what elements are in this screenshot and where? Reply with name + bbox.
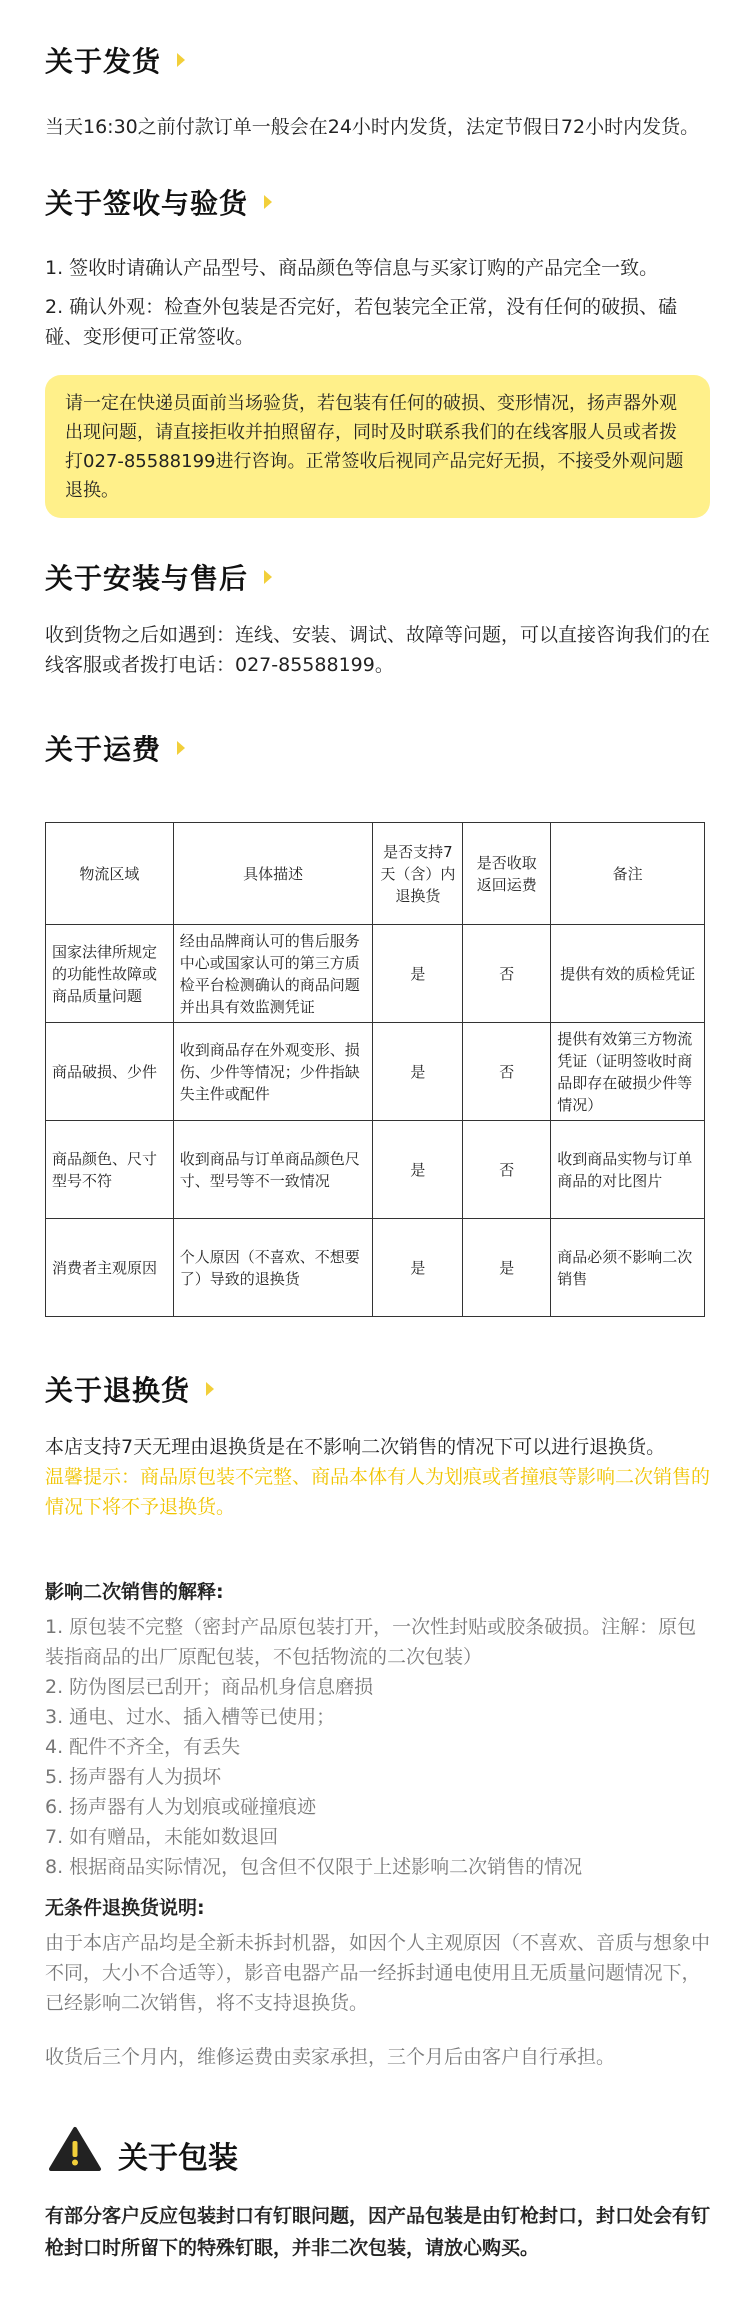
freight-section-title — [45, 728, 185, 768]
unconditional-title: 无条件退换货说明: — [45, 1897, 205, 1919]
table-cell: 收到商品与订单商品颜色尺寸、型号等不一致情况 — [173, 1121, 373, 1219]
explain-title: 影响二次销售的解释: — [45, 1581, 224, 1603]
list-item: 2. 防伪图层已刮开；商品机身信息磨损 — [45, 1676, 374, 1698]
returns-text: 本店支持7天无理由退换货是在不影响二次销售的情况下可以进行退换货。 — [45, 1436, 666, 1458]
receipt-notice: 请一定在快递员面前当场验货，若包装有任何的破损、变形情况，扬声器外观出现问题，请直接拒收并拍照留存，同时及时联系我们的在线客服人员或者拨打027-85588199进行咨询。正常签收后视同产品完好无损，不接受外观问题退换。 — [45, 375, 710, 518]
receipt-title: 关于签收与验货 — [45, 187, 249, 220]
table-header-row — [46, 823, 705, 925]
table-header-cell: 具体描述 — [173, 823, 373, 925]
table-cell: 是 — [463, 1219, 551, 1317]
returns-section-title — [45, 1369, 214, 1409]
packaging-title: 关于包装 — [118, 2141, 238, 2176]
repair-text: 收货后三个月内，维修运费由卖家承担，三个月后由客户自行承担。 — [45, 2046, 616, 2068]
table-cell: 提供有效第三方物流凭证（证明签收时商品即存在破损少件等情况） — [551, 1023, 705, 1121]
chevron-right-icon — [177, 741, 185, 755]
table-cell: 收到商品存在外观变形、损伤、少件等情况；少件指缺失主件或配件 — [173, 1023, 373, 1121]
table-cell: 个人原因（不喜欢、不想要了）导致的退换货 — [173, 1219, 373, 1317]
table-row — [46, 1219, 705, 1317]
list-item: 7. 如有赠品，未能如数退回 — [45, 1826, 279, 1848]
table-cell: 否 — [463, 925, 551, 1023]
list-item: 3. 通电、过水、插入槽等已使用； — [45, 1706, 336, 1728]
receipt-item-1: 1. 签收时请确认产品型号、商品颜色等信息与买家订购的产品完全一致。 — [45, 257, 659, 279]
install-text: 收到货物之后如遇到：连线、安装、调试、故障等问题，可以直接咨询我们的在线客服或者拨打电话：027-85588199。 — [45, 624, 711, 676]
table-cell: 消费者主观原因 — [46, 1219, 174, 1317]
shipping-title: 关于发货 — [45, 45, 162, 78]
unconditional-text: 由于本店产品均是全新未拆封机器，如因个人主观原因（不喜欢、音质与想象中不同，大小不合适等），影音电器产品一经拆封通电使用且无质量问题情况下，已经影响二次销售，将不支持退换货。 — [45, 1932, 711, 2014]
returns-tip: 温馨提示：商品原包装不完整、商品本体有人为划痕或者撞痕等影响二次销售的情况下将不予退换货。 — [45, 1466, 711, 1518]
freight-table — [45, 822, 705, 1317]
table-header-cell: 是否支持7天（含）内退换货 — [373, 823, 463, 925]
list-item: 4. 配件不齐全，有丢失 — [45, 1736, 241, 1758]
returns-title: 关于退换货 — [45, 1374, 191, 1407]
table-cell: 提供有效的质检凭证 — [551, 925, 705, 1023]
table-header-cell: 备注 — [551, 823, 705, 925]
table-header-cell: 物流区域 — [46, 823, 174, 925]
chevron-right-icon — [206, 1382, 214, 1396]
list-item: 8. 根据商品实际情况，包含但不仅限于上述影响二次销售的情况 — [45, 1856, 583, 1878]
chevron-right-icon — [264, 195, 272, 209]
table-cell: 是 — [373, 925, 463, 1023]
table-cell: 国家法律所规定的功能性故障或商品质量问题 — [46, 925, 174, 1023]
packaging-text: 有部分客户反应包装封口有钉眼问题，因产品包装是由钉枪封口，封口处会有钉枪封口时所留下的特殊钉眼，并非二次包装，请放心购买。 — [45, 2205, 711, 2259]
table-cell: 是 — [373, 1219, 463, 1317]
table-cell: 商品破损、少件 — [46, 1023, 174, 1121]
shipping-section-title — [45, 40, 185, 80]
receipt-item-2: 2. 确认外观：检查外包装是否完好，若包装完全正常，没有任何的破损、磕碰、变形便可正常签收。 — [45, 296, 678, 348]
freight-title: 关于运费 — [45, 733, 162, 766]
chevron-right-icon — [264, 570, 272, 584]
install-title: 关于安装与售后 — [45, 562, 249, 595]
table-row — [46, 1121, 705, 1219]
list-item: 1. 原包装不完整（密封产品原包装打开，一次性封贴或胶条破损。注解：原包装指商品的出厂原配包装，不包括物流的二次包装） — [45, 1616, 697, 1668]
table-cell: 是 — [373, 1023, 463, 1121]
list-item: 5. 扬声器有人为损坏 — [45, 1766, 222, 1788]
table-cell: 商品颜色、尺寸型号不符 — [46, 1121, 174, 1219]
chevron-right-icon — [177, 53, 185, 67]
install-section-title — [45, 557, 272, 597]
table-cell: 否 — [463, 1121, 551, 1219]
table-cell: 否 — [463, 1023, 551, 1121]
table-row — [46, 925, 705, 1023]
table-cell: 是 — [373, 1121, 463, 1219]
receipt-section-title — [45, 182, 272, 222]
table-cell: 商品必须不影响二次销售 — [551, 1219, 705, 1317]
table-cell: 收到商品实物与订单商品的对比图片 — [551, 1121, 705, 1219]
shipping-text: 当天16:30之前付款订单一般会在24小时内发货，法定节假日72小时内发货。 — [45, 116, 700, 138]
warning-icon — [48, 2125, 102, 2173]
explain-list — [45, 1612, 715, 1882]
table-header-cell: 是否收取返回运费 — [463, 823, 551, 925]
table-row — [46, 1023, 705, 1121]
table-cell: 经由品牌商认可的售后服务中心或国家认可的第三方质检平台检测确认的商品问题并出具有效监测凭证 — [173, 925, 373, 1023]
list-item: 6. 扬声器有人为划痕或碰撞痕迹 — [45, 1796, 317, 1818]
